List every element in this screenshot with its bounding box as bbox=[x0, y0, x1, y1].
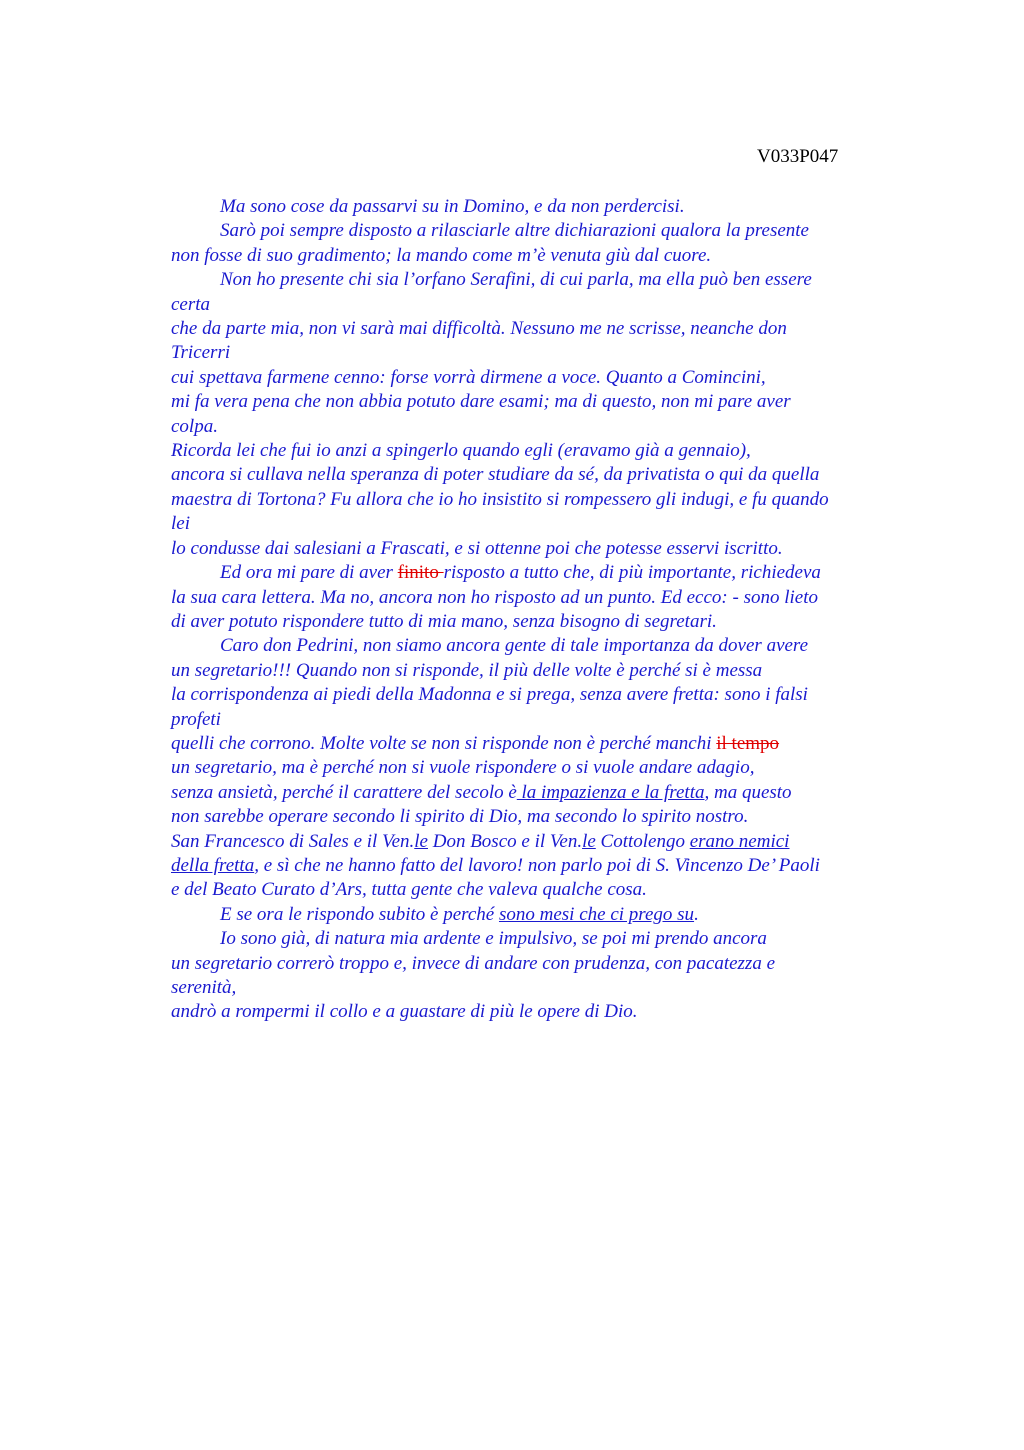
underlined-text: erano nemici bbox=[689, 830, 790, 852]
text-line: cui spettava farmene cenno: forse vorrà dirmene a voce. Quanto a Comincini, bbox=[171, 366, 766, 388]
text-segment: San Francesco di Sales e il Ven. bbox=[171, 830, 415, 852]
letter-body bbox=[171, 195, 901, 1025]
underlined-text: la impazienza e la fretta bbox=[516, 781, 705, 803]
text-line: un segretario!!! Quando non si risponde, il più delle volte è perché si è messa bbox=[171, 659, 763, 681]
text-line: e del Beato Curato d’Ars, tutta gente che valeva qualche cosa. bbox=[171, 879, 647, 901]
underlined-text: sono mesi che ci prego su bbox=[498, 903, 695, 925]
text-line: Non ho presente chi sia l’orfano Serafini, di cui parla, ma ella può ben essere bbox=[220, 269, 812, 291]
underlined-text: le bbox=[414, 830, 428, 852]
underlined-text: della fretta bbox=[171, 854, 255, 876]
underlined-text: le bbox=[582, 830, 596, 852]
text-line bbox=[171, 732, 901, 756]
text-line bbox=[171, 854, 901, 878]
text-line: lei bbox=[171, 513, 190, 535]
text-line: di aver potuto rispondere tutto di mia mano, senza bisogno di segretari. bbox=[171, 610, 717, 632]
text-line: Sarò poi sempre disposto a rilasciarle altre dichiarazioni qualora la presente bbox=[220, 220, 809, 242]
text-segment: quelli che corrono. Molte volte se non si risponde non è perché manchi bbox=[171, 732, 717, 754]
text-line: un segretario, ma è perché non si vuole rispondere o si vuole andare adagio, bbox=[171, 757, 755, 779]
text-line: andrò a rompermi il collo e a guastare di più le opere di Dio. bbox=[171, 1001, 638, 1023]
text-segment: risposto a tutto che, di più importante, richiedeva bbox=[443, 562, 821, 584]
text-line: la corrispondenza ai piedi della Madonna e si prega, senza avere fretta: sono i falsi bbox=[171, 684, 808, 706]
text-segment: , ma questo bbox=[704, 781, 792, 803]
text-segment: Ed ora mi pare di aver bbox=[220, 562, 398, 584]
text-line: non sarebbe operare secondo li spirito di Dio, ma secondo lo spirito nostro. bbox=[171, 806, 749, 828]
text-line: certa bbox=[171, 293, 211, 315]
deleted-text: finito bbox=[397, 562, 444, 584]
text-line bbox=[171, 781, 901, 805]
text-line: colpa. bbox=[171, 415, 218, 437]
text-line: Caro don Pedrini, non siamo ancora gente di tale importanza da dover avere bbox=[220, 635, 809, 657]
text-line: Tricerri bbox=[171, 342, 231, 364]
text-line: lo condusse dai salesiani a Frascati, e si ottenne poi che potesse esservi iscritto. bbox=[171, 537, 783, 559]
text-line: maestra di Tortona? Fu allora che io ho insistito si rompessero gli indugi, e fu quando bbox=[171, 488, 829, 510]
text-line: che da parte mia, non vi sarà mai difficoltà. Nessuno me ne scrisse, neanche don bbox=[171, 318, 787, 340]
text-line: la sua cara lettera. Ma no, ancora non ho risposto ad un punto. Ed ecco: - sono lieto bbox=[171, 586, 818, 608]
text-line: ancora si cullava nella speranza di poter studiare da sé, da privatista o qui da quella bbox=[171, 464, 820, 486]
text-line: mi fa vera pena che non abbia potuto dare esami; ma di questo, non mi pare aver bbox=[171, 391, 791, 413]
text-line: un segretario correrò troppo e, invece di andare con prudenza, con pacatezza e bbox=[171, 952, 776, 974]
text-line: serenità, bbox=[171, 977, 237, 998]
text-line: non fosse di suo gradimento; la mando come m’è venuta giù dal cuore. bbox=[171, 244, 712, 266]
page-identifier: V033P047 bbox=[757, 146, 839, 167]
text-segment: Don Bosco e il Ven. bbox=[427, 830, 583, 852]
text-line: Ricorda lei che fui io anzi a spingerlo quando egli (eravamo già a gennaio), bbox=[171, 440, 751, 462]
text-line bbox=[171, 903, 901, 927]
text-segment: . bbox=[694, 903, 699, 925]
text-line bbox=[171, 561, 901, 585]
text-segment: Cottolengo bbox=[595, 830, 690, 852]
text-line: profeti bbox=[171, 708, 221, 730]
text-line: Io sono già, di natura mia ardente e impulsivo, se poi mi prendo ancora bbox=[220, 928, 767, 950]
deleted-text: il tempo bbox=[716, 732, 780, 754]
text-segment: , e sì che ne hanno fatto del lavoro! non parlo poi di S. Vincenzo De’ Paoli bbox=[254, 854, 820, 876]
text-segment: senza ansietà, perché il carattere del secolo è bbox=[171, 781, 517, 803]
text-segment: E se ora le rispondo subito è perché bbox=[220, 903, 499, 925]
text-line: Ma sono cose da passarvi su in Domino, e da non perdercisi. bbox=[220, 196, 685, 217]
text-line bbox=[171, 830, 901, 854]
